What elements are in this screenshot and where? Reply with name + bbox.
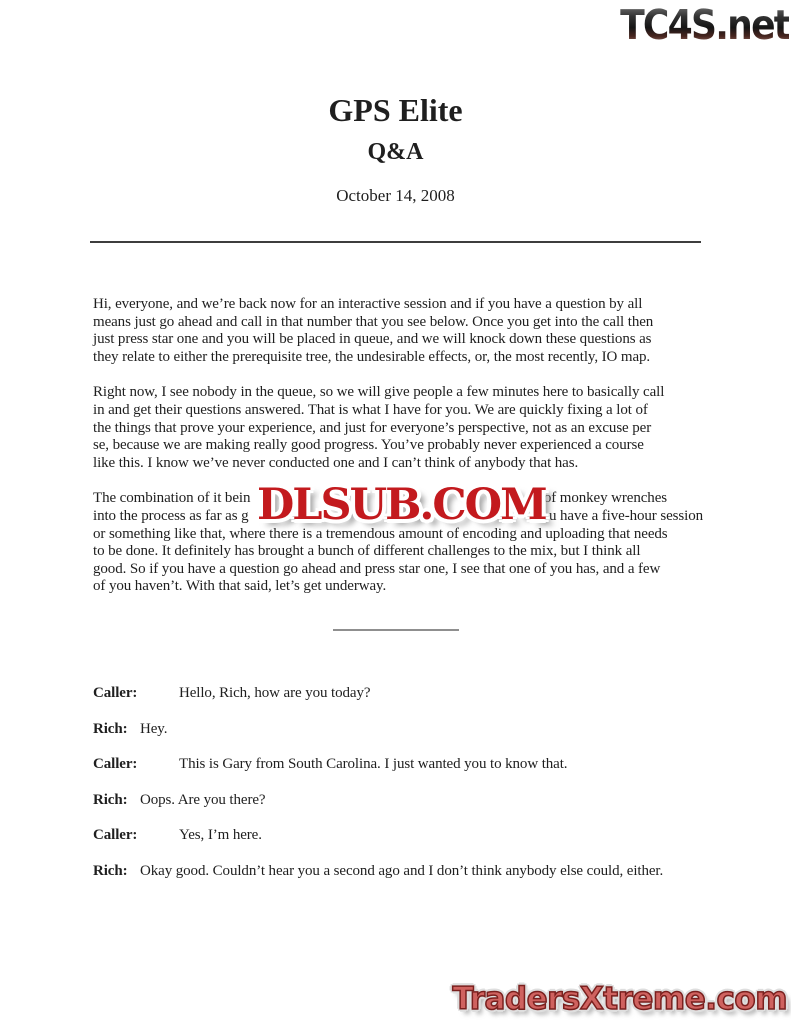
- page-subtitle: Q&A: [367, 139, 424, 165]
- text-fragment-right: u have a five-hour session: [548, 507, 703, 524]
- title-block: [0, 92, 791, 206]
- paragraph: [93, 384, 703, 472]
- tc4s-net-logo: TC4S.net: [619, 1, 789, 49]
- speaker-label: Caller:: [93, 756, 138, 773]
- speech-text: Oops. Are you there?: [140, 791, 266, 808]
- text-line: Right now, I see nobody in the queue, so we will give people a few minutes here to basically call: [93, 384, 665, 401]
- speech-text: Yes, I’m here.: [179, 827, 262, 844]
- transcript-body: [93, 296, 703, 880]
- speaker-label: Caller:: [93, 827, 138, 844]
- text-line: or something like that, where there is a tremendous amount of encoding and uploading that needs: [93, 525, 668, 542]
- dialogue-row: [93, 827, 703, 845]
- dlsub-watermark: DLSUB.COM: [257, 480, 546, 530]
- text-line: just press star one and you will be placed in queue, and we will knock down these questions as: [93, 331, 652, 348]
- dialogue-row: [93, 792, 703, 810]
- text-line: of you haven’t. With that said, let’s get underway.: [93, 578, 387, 595]
- horizontal-rule: [90, 241, 701, 243]
- section-divider: [333, 629, 459, 631]
- text-line: like this. I know we’ve never conducted one and I can’t think of anybody that has.: [93, 454, 579, 471]
- page-title: GPS Elite: [328, 92, 463, 128]
- dialogue-row: [93, 756, 703, 774]
- speaker-label: Rich:: [93, 791, 128, 808]
- dialogue-row: [93, 721, 703, 739]
- text-line: the things that prove your experience, and just for everyone’s perspective, not as an excuse per: [93, 419, 652, 436]
- text-line: Hi, everyone, and we’re back now for an interactive session and if you have a question by all: [93, 296, 643, 312]
- speech-text: Hey.: [140, 720, 168, 737]
- text-fragment-right: h of monkey wrenches: [532, 490, 667, 507]
- text-line: they relate to either the prerequisite tree, the undesirable effects, or, the most recently, IO map.: [93, 348, 651, 365]
- speaker-label: Caller:: [93, 684, 138, 701]
- tradersxtreme-logo: TradersXtreme.com: [452, 981, 787, 1017]
- speech-text: This is Gary from South Carolina. I just wanted you to know that.: [179, 756, 568, 773]
- document-date: October 14, 2008: [336, 186, 455, 205]
- speaker-label: Rich:: [93, 720, 128, 737]
- speech-text: Hello, Rich, how are you today?: [179, 684, 371, 701]
- text-line: to be done. It definitely has brought a bunch of different challenges to the mix, but I think all: [93, 543, 641, 560]
- text-fragment-left: The combination of it bein: [93, 490, 251, 507]
- text-line: means just go ahead and call in that number that you see below. Once you get into the call then: [93, 313, 654, 330]
- speech-text: Okay good. Couldn’t hear you a second ago and I don’t think anybody else could, either.: [140, 862, 664, 879]
- text-line: se, because we are making really good progress. You’ve probably never experienced a course: [93, 437, 644, 454]
- dialogue-row: [93, 863, 703, 881]
- text-line: in and get their questions answered. That is what I have for you. We are quickly fixing a lot of: [93, 401, 648, 418]
- dialogue-row: [93, 685, 703, 703]
- text-fragment-left: into the process as far as g: [93, 507, 249, 524]
- intro-paragraphs: [93, 296, 703, 596]
- paragraph: [93, 296, 703, 366]
- dialogue-section: [93, 685, 703, 881]
- speaker-label: Rich:: [93, 862, 128, 879]
- text-line: good. So if you have a question go ahead and press star one, I see that one of you has, and a few: [93, 560, 661, 577]
